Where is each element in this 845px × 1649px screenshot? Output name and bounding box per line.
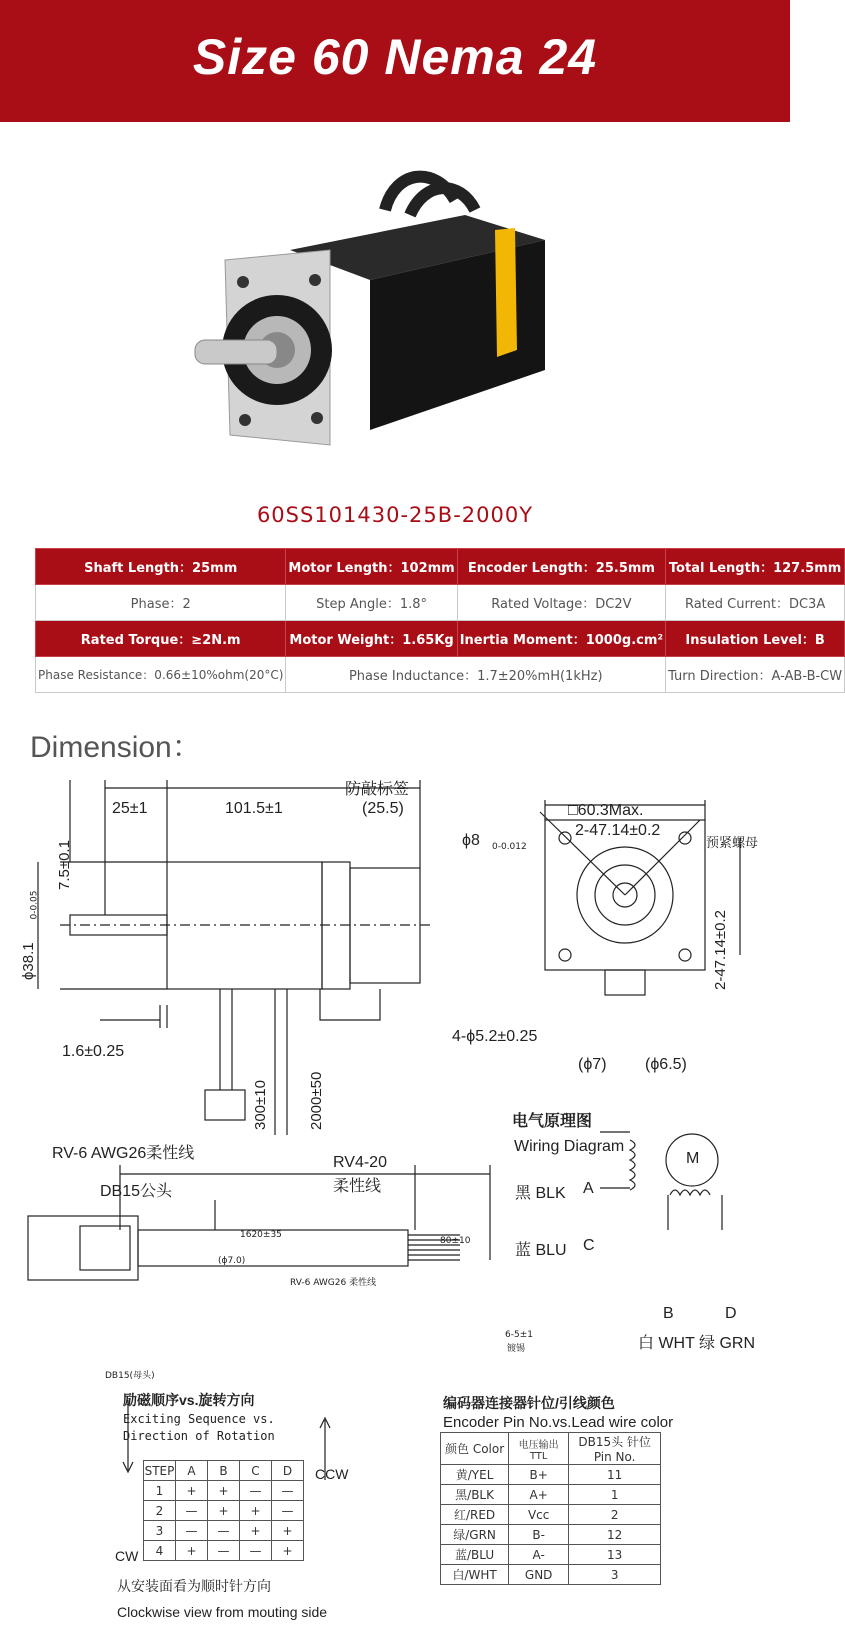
connector-label: DB15公头	[100, 1183, 173, 1200]
dim-1620: 1620±35	[240, 1230, 282, 1240]
cable2-label: RV4-20	[333, 1154, 387, 1171]
seq-header: B	[208, 1461, 240, 1481]
spec-cell: Rated Voltage：DC2V	[457, 585, 665, 621]
seq-cell: —	[272, 1501, 304, 1521]
spec-cell: Rated Current：DC3A	[666, 585, 845, 621]
table-row	[144, 1481, 304, 1501]
seq-cell: 2	[144, 1501, 176, 1521]
encoder-table	[440, 1432, 661, 1585]
cw-label: CW	[115, 1548, 139, 1564]
enc-cell: 3	[569, 1565, 661, 1585]
cable2-label-b: 柔性线	[333, 1178, 382, 1195]
table-row	[441, 1465, 661, 1485]
seq-cell: +	[240, 1521, 272, 1541]
seq-header: D	[272, 1461, 304, 1481]
seq-cell: +	[176, 1541, 208, 1561]
dim-80: 80±10	[440, 1236, 471, 1246]
dim-holes: 4-ϕ5.2±0.25	[452, 1028, 538, 1045]
enc-header: 电压输出 TTL	[509, 1433, 569, 1465]
wiring-title-cn: 电气原理图	[512, 1113, 593, 1130]
encoder-title-en: Encoder Pin No.vs.Lead wire color	[443, 1414, 674, 1431]
wire-blu: 蓝 BLU	[515, 1242, 567, 1259]
dim-key: 7.5±0.1	[56, 840, 73, 890]
spec-cell: Step Angle：1.8°	[286, 585, 457, 621]
cable-label: RV-6 AWG26柔性线	[52, 1145, 195, 1162]
encoder-title-cn: 编码器连接器针位/引线颜色	[443, 1395, 615, 1411]
sequence-title-cn: 励磁顺序vs.旋转方向	[123, 1392, 255, 1408]
stepper-motor-photo	[195, 170, 595, 470]
spec-cell: Phase：2	[36, 585, 286, 621]
table-row	[441, 1485, 661, 1505]
cable-connector-label: DB15(母头)	[105, 1371, 155, 1381]
seq-cell: +	[208, 1481, 240, 1501]
enc-cell: 黄/YEL	[441, 1465, 509, 1485]
table-row	[441, 1505, 661, 1525]
cable-drawing-label: RV-6 AWG26 柔性线	[290, 1278, 377, 1288]
enc-cell: 1	[569, 1485, 661, 1505]
label-tag: 防敲标签	[345, 781, 410, 798]
dim-shaft-length: 25±1	[112, 800, 148, 817]
wire-d: D	[725, 1305, 737, 1322]
enc-header: 颜色 Color	[441, 1433, 509, 1465]
enc-cell: 2	[569, 1505, 661, 1525]
enc-cell: GND	[509, 1565, 569, 1585]
seq-cell: —	[208, 1541, 240, 1561]
nut-label: 预紧螺母	[706, 835, 759, 850]
sequence-table	[143, 1460, 304, 1561]
table-row	[441, 1545, 661, 1565]
seq-cell: 4	[144, 1541, 176, 1561]
enc-cell: 白/WHT	[441, 1565, 509, 1585]
table-row	[36, 657, 845, 693]
enc-cell: A+	[509, 1485, 569, 1505]
wire-blk: 黑 BLK	[515, 1185, 566, 1202]
dim-bore: ϕ8	[462, 832, 480, 849]
table-row	[144, 1461, 304, 1481]
wire-bottom: 白 WHT 绿 GRN	[638, 1335, 756, 1352]
spec-cell: Encoder Length：25.5mm	[457, 549, 665, 585]
enc-cell: 13	[569, 1545, 661, 1565]
spec-cell: Motor Weight：1.65Kg	[286, 621, 457, 657]
seq-cell: —	[272, 1481, 304, 1501]
wiring-title-en: Wiring Diagram	[514, 1138, 625, 1155]
seq-cell: +	[240, 1501, 272, 1521]
spec-cell: Phase Resistance：0.66±10%ohm(20°C)	[36, 657, 286, 693]
page-title: Size 60 Nema 24	[192, 29, 598, 85]
spec-cell: Shaft Length：25mm	[36, 549, 286, 585]
seq-cell: +	[176, 1481, 208, 1501]
enc-cell: B-	[509, 1525, 569, 1545]
header-banner	[0, 0, 790, 122]
enc-cell: 11	[569, 1465, 661, 1485]
dim-pcd-top: 2-47.14±0.2	[575, 822, 661, 839]
table-row	[441, 1525, 661, 1545]
dim-square: □60.3Max.	[568, 802, 644, 819]
seq-cell: 1	[144, 1481, 176, 1501]
spec-cell: Phase Inductance：1.7±20%mH(1kHz)	[286, 657, 666, 693]
dim-motor-length: 101.5±1	[225, 800, 283, 817]
seq-header: STEP	[144, 1461, 176, 1481]
sequence-title-en1: Exciting Sequence vs.	[123, 1412, 275, 1426]
dimension-title: Dimension：	[30, 731, 202, 764]
sequence-note-cn: 从安装面看为顺时针方向	[117, 1578, 271, 1594]
dim-7: (ϕ7)	[578, 1056, 607, 1073]
enc-cell: A-	[509, 1545, 569, 1565]
model-number: 60SS101430-25B-2000Y	[256, 503, 534, 527]
dim-65: (ϕ6.5)	[645, 1056, 687, 1073]
sequence-note-en: Clockwise view from mouting side	[117, 1604, 328, 1620]
spec-cell: Turn Direction：A-AB-B-CW	[666, 657, 845, 693]
seq-cell: —	[240, 1481, 272, 1501]
dimension-drawings	[0, 760, 790, 1649]
spec-cell: Inertia Moment：1000g.cm²	[457, 621, 665, 657]
sequence-title-en2: Direction of Rotation	[123, 1429, 275, 1443]
spec-cell: Total Length：127.5mm	[666, 549, 845, 585]
motor-symbol: M	[686, 1150, 700, 1167]
seq-cell: +	[208, 1501, 240, 1521]
enc-cell: 黑/BLK	[441, 1485, 509, 1505]
seq-cell: +	[272, 1541, 304, 1561]
dim-cable-300: 300±10	[252, 1080, 269, 1130]
enc-cell: 12	[569, 1525, 661, 1545]
dim-pcd-right: 2-47.14±0.2	[712, 910, 729, 990]
enc-cell: B+	[509, 1465, 569, 1485]
enc-header: DB15头 针位Pin No.	[569, 1433, 661, 1465]
enc-cell: 红/RED	[441, 1505, 509, 1525]
seq-cell: +	[272, 1521, 304, 1541]
table-row	[144, 1501, 304, 1521]
wire-b: B	[663, 1305, 674, 1322]
enc-cell: Vcc	[509, 1505, 569, 1525]
table-row	[36, 549, 845, 585]
dim-70: (ϕ7.0)	[218, 1256, 246, 1266]
table-row	[441, 1565, 661, 1585]
dim-flange: 1.6±0.25	[62, 1043, 125, 1060]
dim-strip: 6-5±1	[505, 1330, 533, 1340]
dim-cable-2000: 2000±50	[308, 1071, 325, 1130]
spec-table	[35, 548, 845, 693]
table-row	[36, 621, 845, 657]
wire-a: A	[583, 1180, 594, 1197]
enc-cell: 绿/GRN	[441, 1525, 509, 1545]
dim-strip-sub: 镀锡	[507, 1344, 526, 1354]
dim-bore-tol: 0-0.012	[492, 842, 527, 852]
table-row	[144, 1541, 304, 1561]
seq-cell: —	[208, 1521, 240, 1541]
table-row	[36, 585, 845, 621]
seq-cell: 3	[144, 1521, 176, 1541]
spec-cell: Motor Length：102mm	[286, 549, 457, 585]
dim-encoder-length: (25.5)	[362, 800, 404, 817]
seq-cell: —	[240, 1541, 272, 1561]
table-row	[144, 1521, 304, 1541]
spec-cell: Rated Torque：≥2N.m	[36, 621, 286, 657]
table-row	[441, 1433, 661, 1465]
spec-cell: Insulation Level：B	[666, 621, 845, 657]
seq-cell: —	[176, 1521, 208, 1541]
seq-header: A	[176, 1461, 208, 1481]
dim-pilot: ϕ38.1	[20, 942, 37, 980]
dim-pilot-tol: 0-0.05	[29, 890, 40, 920]
ccw-label: CCW	[315, 1466, 349, 1482]
wire-c: C	[583, 1237, 595, 1254]
seq-header: C	[240, 1461, 272, 1481]
seq-cell: —	[176, 1501, 208, 1521]
enc-cell: 蓝/BLU	[441, 1545, 509, 1565]
